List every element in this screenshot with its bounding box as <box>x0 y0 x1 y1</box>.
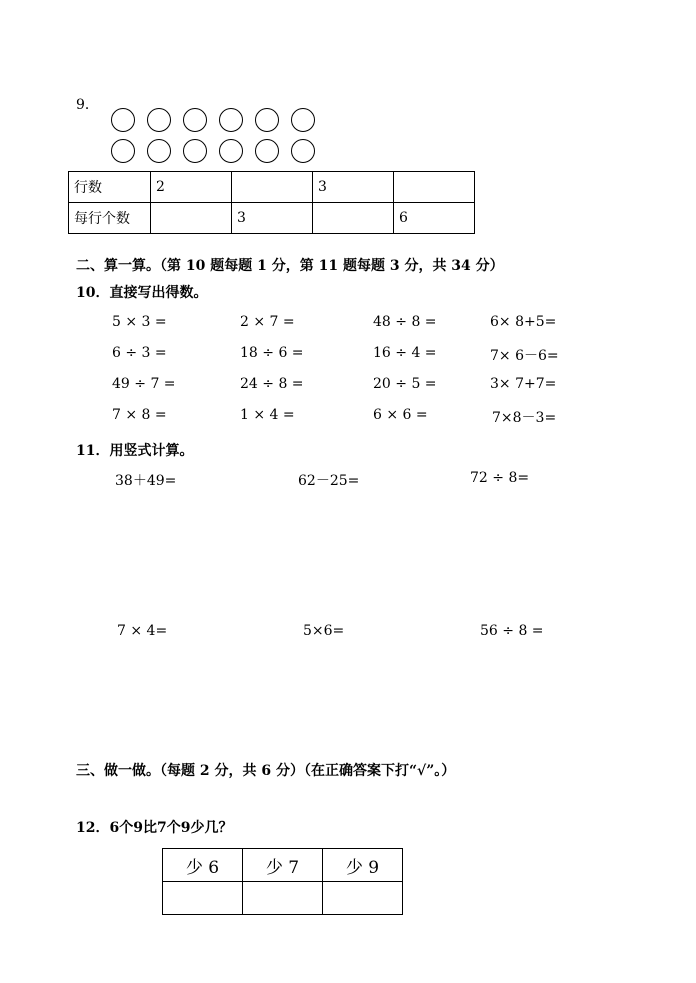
circle <box>291 108 315 132</box>
table-row <box>69 203 475 234</box>
table-row <box>163 882 403 915</box>
problem: 6× 8+5= <box>490 314 557 330</box>
problem: 1 × 4 = <box>240 407 295 423</box>
table-row <box>163 849 403 882</box>
table-row <box>69 172 475 203</box>
table-cell[interactable]: 2 <box>151 172 232 203</box>
problem: 18 ÷ 6 = <box>240 345 304 361</box>
problem: 7× 6－6= <box>490 348 559 364</box>
option-label: 少 6 <box>163 849 243 882</box>
q12-title: 12．6个9比7个9少几？ <box>76 820 233 836</box>
table-cell[interactable]: 3 <box>232 203 313 234</box>
problem: 7×8－3= <box>492 410 557 426</box>
problem: 5×6= <box>303 623 345 639</box>
circle <box>111 108 135 132</box>
circle <box>255 139 279 163</box>
section2-heading: 二、算一算。（第 10 题每题 1 分，第 11 题每题 3 分，共 34 分） <box>76 258 504 274</box>
option-label: 少 9 <box>323 849 403 882</box>
circle <box>255 108 279 132</box>
q10-title: 10．直接写出得数。 <box>76 285 208 301</box>
answer-cell[interactable] <box>323 882 403 915</box>
answer-cell[interactable] <box>243 882 323 915</box>
q9-number: 9． <box>76 97 99 113</box>
circle <box>111 139 135 163</box>
circle <box>219 108 243 132</box>
table-cell: 行数 <box>69 172 151 203</box>
problem: 7 × 4= <box>117 623 168 639</box>
problem: 6 ÷ 3 = <box>112 345 167 361</box>
problem: 20 ÷ 5 = <box>373 376 437 392</box>
problem: 62－25= <box>298 473 360 489</box>
table-cell[interactable]: 6 <box>394 203 475 234</box>
problem: 56 ÷ 8 = <box>480 623 544 639</box>
table-cell[interactable] <box>151 203 232 234</box>
table-cell[interactable] <box>394 172 475 203</box>
circle <box>183 108 207 132</box>
problem: 2 × 7 = <box>240 314 295 330</box>
q11-title: 11．用竖式计算。 <box>76 443 194 459</box>
problem: 24 ÷ 8 = <box>240 376 304 392</box>
q12-answer-table <box>162 848 403 915</box>
table-cell[interactable] <box>232 172 313 203</box>
problem: 3× 7+7= <box>490 376 557 392</box>
circle <box>147 139 171 163</box>
circle <box>219 139 243 163</box>
circle <box>147 108 171 132</box>
problem: 16 ÷ 4 = <box>373 345 437 361</box>
problem: 49 ÷ 7 = <box>112 376 176 392</box>
answer-cell[interactable] <box>163 882 243 915</box>
problem: 48 ÷ 8 = <box>373 314 437 330</box>
circle <box>291 139 315 163</box>
problem: 7 × 8 = <box>112 407 167 423</box>
table-cell: 每行个数 <box>69 203 151 234</box>
problem: 38＋49= <box>115 473 177 489</box>
option-label: 少 7 <box>243 849 323 882</box>
section3-heading: 三、做一做。（每题 2 分，共 6 分）（在正确答案下打“√”。） <box>76 763 456 779</box>
problem: 6 × 6 = <box>373 407 428 423</box>
table-cell[interactable]: 3 <box>313 172 394 203</box>
table-cell[interactable] <box>313 203 394 234</box>
problem: 5 × 3 = <box>112 314 167 330</box>
circle <box>183 139 207 163</box>
problem: 72 ÷ 8= <box>470 470 530 486</box>
q9-table <box>68 171 475 234</box>
